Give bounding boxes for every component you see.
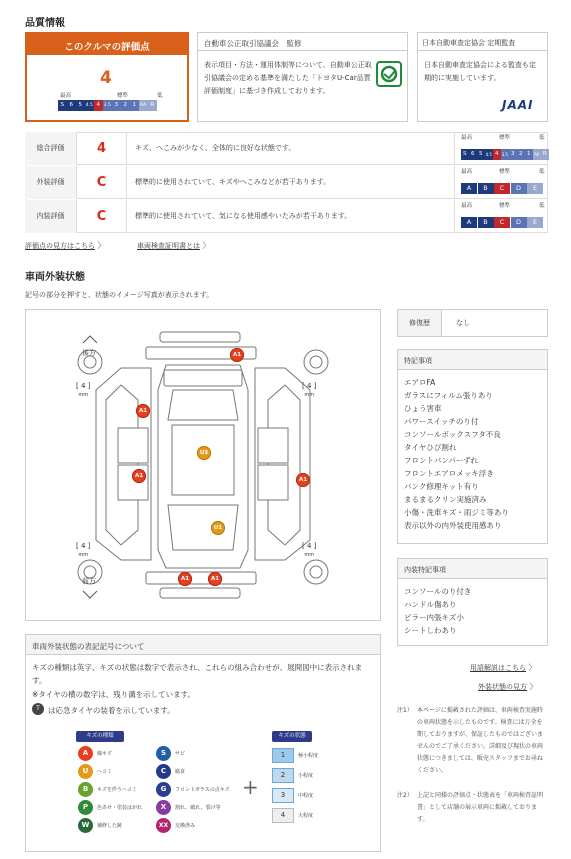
standard-label: 標準 [499, 135, 511, 141]
scale-ra: RA [533, 149, 541, 160]
low-label: 低 [539, 203, 545, 209]
kind-label: サビ [175, 751, 186, 757]
scale-1: 1 [525, 149, 533, 160]
legend-line1: キズの種類は英字、キズの状態は数字で表示され、これらの組み合わせが、展開図中に表示されます。 [32, 663, 363, 685]
list-item: 小傷・洗車キズ・雨ジミ等あり [404, 508, 509, 517]
best-label: 最高 [60, 93, 72, 99]
list-item: ピラー内張キズ小 [404, 613, 464, 622]
scale-5: 5 [477, 149, 485, 160]
scale-45: 4.5 [485, 149, 493, 160]
scale-a: A [461, 217, 477, 228]
tire-unit: mm [304, 552, 315, 558]
tire-fr: [ 4 ] mm [302, 542, 317, 558]
glossary-link-wrap [470, 662, 537, 673]
standard-label: 標準 [499, 169, 511, 175]
list-item: 表示以外の内外装使用感あり [404, 521, 502, 530]
legend-box [25, 634, 381, 852]
scale-3: 3 [509, 149, 517, 160]
scale-d: D [511, 217, 527, 228]
list-item: タイヤひび割れ [404, 443, 457, 452]
state-badge: 4 [272, 808, 294, 823]
section-title: 品質情報 [25, 18, 65, 29]
kind-label: 色あせ・塗装はがれ [97, 805, 143, 811]
state-label: 大程度 [298, 813, 314, 819]
scale-ra: RA [139, 100, 148, 111]
interior-title: 内装特記事項 [398, 559, 547, 579]
kind-badge: XX [156, 818, 171, 833]
scale-35: 3.5 [501, 149, 509, 160]
kind-label: 線キズ [97, 751, 112, 757]
scale-c: C [494, 183, 510, 194]
plus-icon: + [242, 775, 259, 799]
tire-value: 4 [80, 382, 86, 390]
kind-badge: W [78, 818, 93, 833]
jaai-body: 日本自動車査定協会による監査も定期的に実施しています。 [424, 61, 536, 82]
jaai-logo: JAAI [502, 98, 534, 112]
rating-value: 4 [77, 132, 127, 165]
rating-label: 総合評価 [25, 132, 77, 165]
rating-value: C [77, 200, 127, 233]
howto-link[interactable]: 外装状態の見方 [478, 683, 527, 691]
tire-unit: mm [78, 552, 89, 558]
legend-kind [156, 818, 195, 833]
note-text: 本ページに掲載された評価は、車両検査実施時の車両状態を示したものです。検査には万全を期しておりますが、保証したものではございませんのでご了承ください。詳細及び現状の車両状態につきましては、販売スタッフまでお尋ねください。 [417, 707, 544, 774]
state-label: 小程度 [298, 773, 314, 779]
jaaa-logo-icon [376, 61, 402, 87]
score-value: 4 [100, 68, 112, 88]
low-label: 低 [539, 169, 545, 175]
tire-rl: [ 4 ] mm [76, 382, 91, 398]
howto-link-wrap [478, 681, 538, 692]
legend-line3: は応急タイヤの装着を示しています。 [48, 706, 175, 715]
list-item: コンソールボックスフタ不良 [404, 430, 501, 439]
legend-kind [78, 800, 142, 815]
legend-kind [78, 818, 122, 833]
damage-mark[interactable]: A1 [136, 404, 150, 418]
scale-s: S [461, 149, 469, 160]
damage-mark[interactable]: U3 [197, 446, 211, 460]
kind-label: フロントガラスの点キズ [175, 787, 230, 793]
kind-badge: S [156, 746, 171, 761]
note-text: 上記と同様の評価点・状態表を「車両検査証明書」として店舗の展示車両に掲載しております。 [417, 792, 544, 823]
rating-label: 内装評価 [25, 200, 77, 233]
front-label: 前方 [82, 577, 96, 585]
scale-4: 4 [493, 149, 501, 160]
standard-label: 標準 [499, 203, 511, 209]
damage-mark[interactable]: A1 [208, 572, 222, 586]
tire-fl: [ 4 ] mm [76, 542, 91, 558]
note-2 [397, 790, 548, 826]
score-help-link[interactable]: 評価点の見方はこちら [25, 242, 95, 250]
repair-box [397, 309, 548, 337]
damage-mark[interactable]: A1 [178, 572, 192, 586]
rating-row-interior [25, 200, 548, 233]
damage-mark[interactable]: U1 [211, 521, 225, 535]
kind-badge: G [156, 782, 171, 797]
tire-value: 4 [306, 382, 312, 390]
tire-value: 4 [306, 542, 312, 550]
repair-value: なし [456, 319, 470, 327]
rating-scale [455, 200, 548, 233]
scale-2: 2 [121, 100, 130, 111]
jaai-header: 日本自動車査定協会 定期監査 [418, 33, 547, 51]
state-label: 極小程度 [298, 753, 319, 759]
legend-kind [156, 746, 185, 761]
kind-badge: U [78, 764, 93, 779]
jaai-box [417, 32, 548, 122]
special-title: 特記事項 [398, 350, 547, 370]
scale-2: 2 [517, 149, 525, 160]
state-badge: 3 [272, 788, 294, 803]
legend-line2: ※タイヤの横の数字は、残り溝を示しています。 [32, 690, 196, 699]
legend-kind [156, 764, 185, 779]
kind-label: 補修した跡 [97, 823, 123, 829]
legend-state [272, 808, 313, 823]
kind-badge: A [78, 746, 93, 761]
scale-6: 6 [469, 149, 477, 160]
legend-state [272, 768, 313, 783]
score-box-title: このクルマの評価点 [27, 34, 187, 55]
rear-label: 後方 [82, 349, 96, 357]
car-diagram [25, 309, 381, 621]
inspection-link-wrap [137, 240, 211, 251]
tire-unit: mm [304, 392, 315, 398]
tire-value: 4 [80, 542, 86, 550]
score-help-link-wrap [25, 240, 106, 251]
scale-1: 1 [130, 100, 139, 111]
chevron-right-icon: 〉 [200, 241, 211, 250]
low-label: 低 [539, 135, 545, 141]
scale-c: C [494, 217, 510, 228]
legend-kind [78, 782, 137, 797]
state-badge: 1 [272, 748, 294, 763]
scale-5: 5 [76, 100, 85, 111]
score-scale [58, 100, 157, 111]
legend-kind [156, 782, 230, 797]
special-list [398, 370, 547, 532]
list-item: エアロFA [404, 378, 436, 387]
scale-4: 4 [94, 100, 103, 111]
kind-label: 割れ、破れ、裂け等 [175, 805, 221, 811]
list-item: パワースイッチのり付 [404, 417, 479, 426]
interior-box [397, 558, 548, 646]
rating-desc: 標準的に使用されていて、キズやへこみなどが若干あります。 [127, 166, 455, 199]
legend-state [272, 748, 318, 763]
kind-title: キズの種類 [76, 731, 124, 742]
chevron-right-icon: 〉 [526, 663, 537, 672]
state-badge: 2 [272, 768, 294, 783]
legend-kind [78, 764, 112, 779]
repair-label: 修復歴 [398, 310, 442, 336]
tire-unit: mm [78, 392, 89, 398]
note-label: 注2） [397, 792, 413, 799]
car-outline [26, 310, 380, 620]
scale-e: E [527, 217, 543, 228]
jaaa-body: 表示項目・方法・運用体制等について、自動車公正取引協議会の定める基準を満たした「トヨタU-Car品質評価制度」に基づき作成しております。 [204, 61, 372, 95]
scale-e: E [527, 183, 543, 194]
best-label: 最高 [461, 203, 473, 209]
legend-kind [78, 746, 112, 761]
rating-desc: キズ、へこみが少なく、全体的に良好な状態です。 [127, 132, 455, 165]
scale-3: 3 [112, 100, 121, 111]
list-item: まるまるクリン実施済み [404, 495, 487, 504]
inspection-link[interactable]: 車両検査証明書とは [137, 242, 200, 250]
scale-45: 4.5 [85, 100, 94, 111]
kind-label: 腐食 [175, 769, 186, 775]
list-item: ハンドル傷あり [404, 600, 457, 609]
interior-scale [461, 217, 544, 228]
list-item: シートしわあり [404, 626, 457, 635]
chevron-right-icon: 〉 [95, 241, 106, 250]
note-label: 注1） [397, 707, 413, 714]
best-label: 最高 [461, 135, 473, 141]
damage-mark[interactable]: A1 [230, 348, 244, 362]
best-label: 最高 [461, 169, 473, 175]
scale-a: A [461, 183, 477, 194]
chevron-right-icon: 〉 [527, 682, 538, 691]
kind-label: 交換済み [175, 823, 196, 829]
state-title: キズの状態 [272, 731, 312, 742]
score-box [25, 32, 189, 122]
state-label: 中程度 [298, 793, 314, 799]
kind-badge: P [78, 800, 93, 815]
list-item: パンク修理キット有り [404, 482, 479, 491]
scale-35: 3.5 [103, 100, 112, 111]
jaaa-box [197, 32, 408, 122]
legend-title: 車両外装状態の表記記号について [26, 635, 380, 655]
list-item: フロントエアロメッキ浮き [404, 469, 494, 478]
note-1 [397, 705, 548, 777]
list-item: ひょう害車 [404, 404, 442, 413]
glossary-link[interactable]: 用語解説はこちら [470, 664, 526, 672]
standard-label: 標準 [117, 93, 129, 99]
rating-desc: 標準的に使用されていて、気になる使用感やいたみが若干あります。 [127, 200, 455, 233]
special-box [397, 349, 548, 544]
kind-badge: B [78, 782, 93, 797]
scale-r: R [148, 100, 157, 111]
damage-mark[interactable]: A1 [296, 473, 310, 487]
list-item: フロントバンパーずれ [404, 456, 478, 465]
scale-b: B [478, 217, 494, 228]
kind-label: ヘコミ [97, 769, 113, 775]
spare-tire-icon: T [32, 703, 44, 715]
interior-list [398, 579, 547, 637]
list-item: コンソールのり付き [404, 587, 472, 596]
legend-state [272, 788, 313, 803]
kind-badge: X [156, 800, 171, 815]
low-label: 低 [157, 93, 163, 99]
damage-mark[interactable]: A1 [132, 469, 146, 483]
exterior-subtitle: 記号の部分を押すと、状態のイメージ写真が表示されます。 [25, 291, 214, 299]
scale-s: S [58, 100, 67, 111]
kind-label: キズを伴うヘコミ [97, 787, 137, 793]
scale-d: D [511, 183, 527, 194]
legend-kind [156, 800, 221, 815]
rating-label: 外装評価 [25, 166, 77, 199]
exterior-title: 車両外装状態 [25, 272, 85, 283]
rating-value: C [77, 166, 127, 199]
scale-b: B [478, 183, 494, 194]
kind-badge: C [156, 764, 171, 779]
scale-r: R [541, 149, 549, 160]
list-item: ガラスにフィルム張りあり [404, 391, 493, 400]
jaaa-header: 自動車公正取引協議会 監修 [198, 33, 407, 51]
tire-rr: [ 4 ] mm [302, 382, 317, 398]
scale-6: 6 [67, 100, 76, 111]
